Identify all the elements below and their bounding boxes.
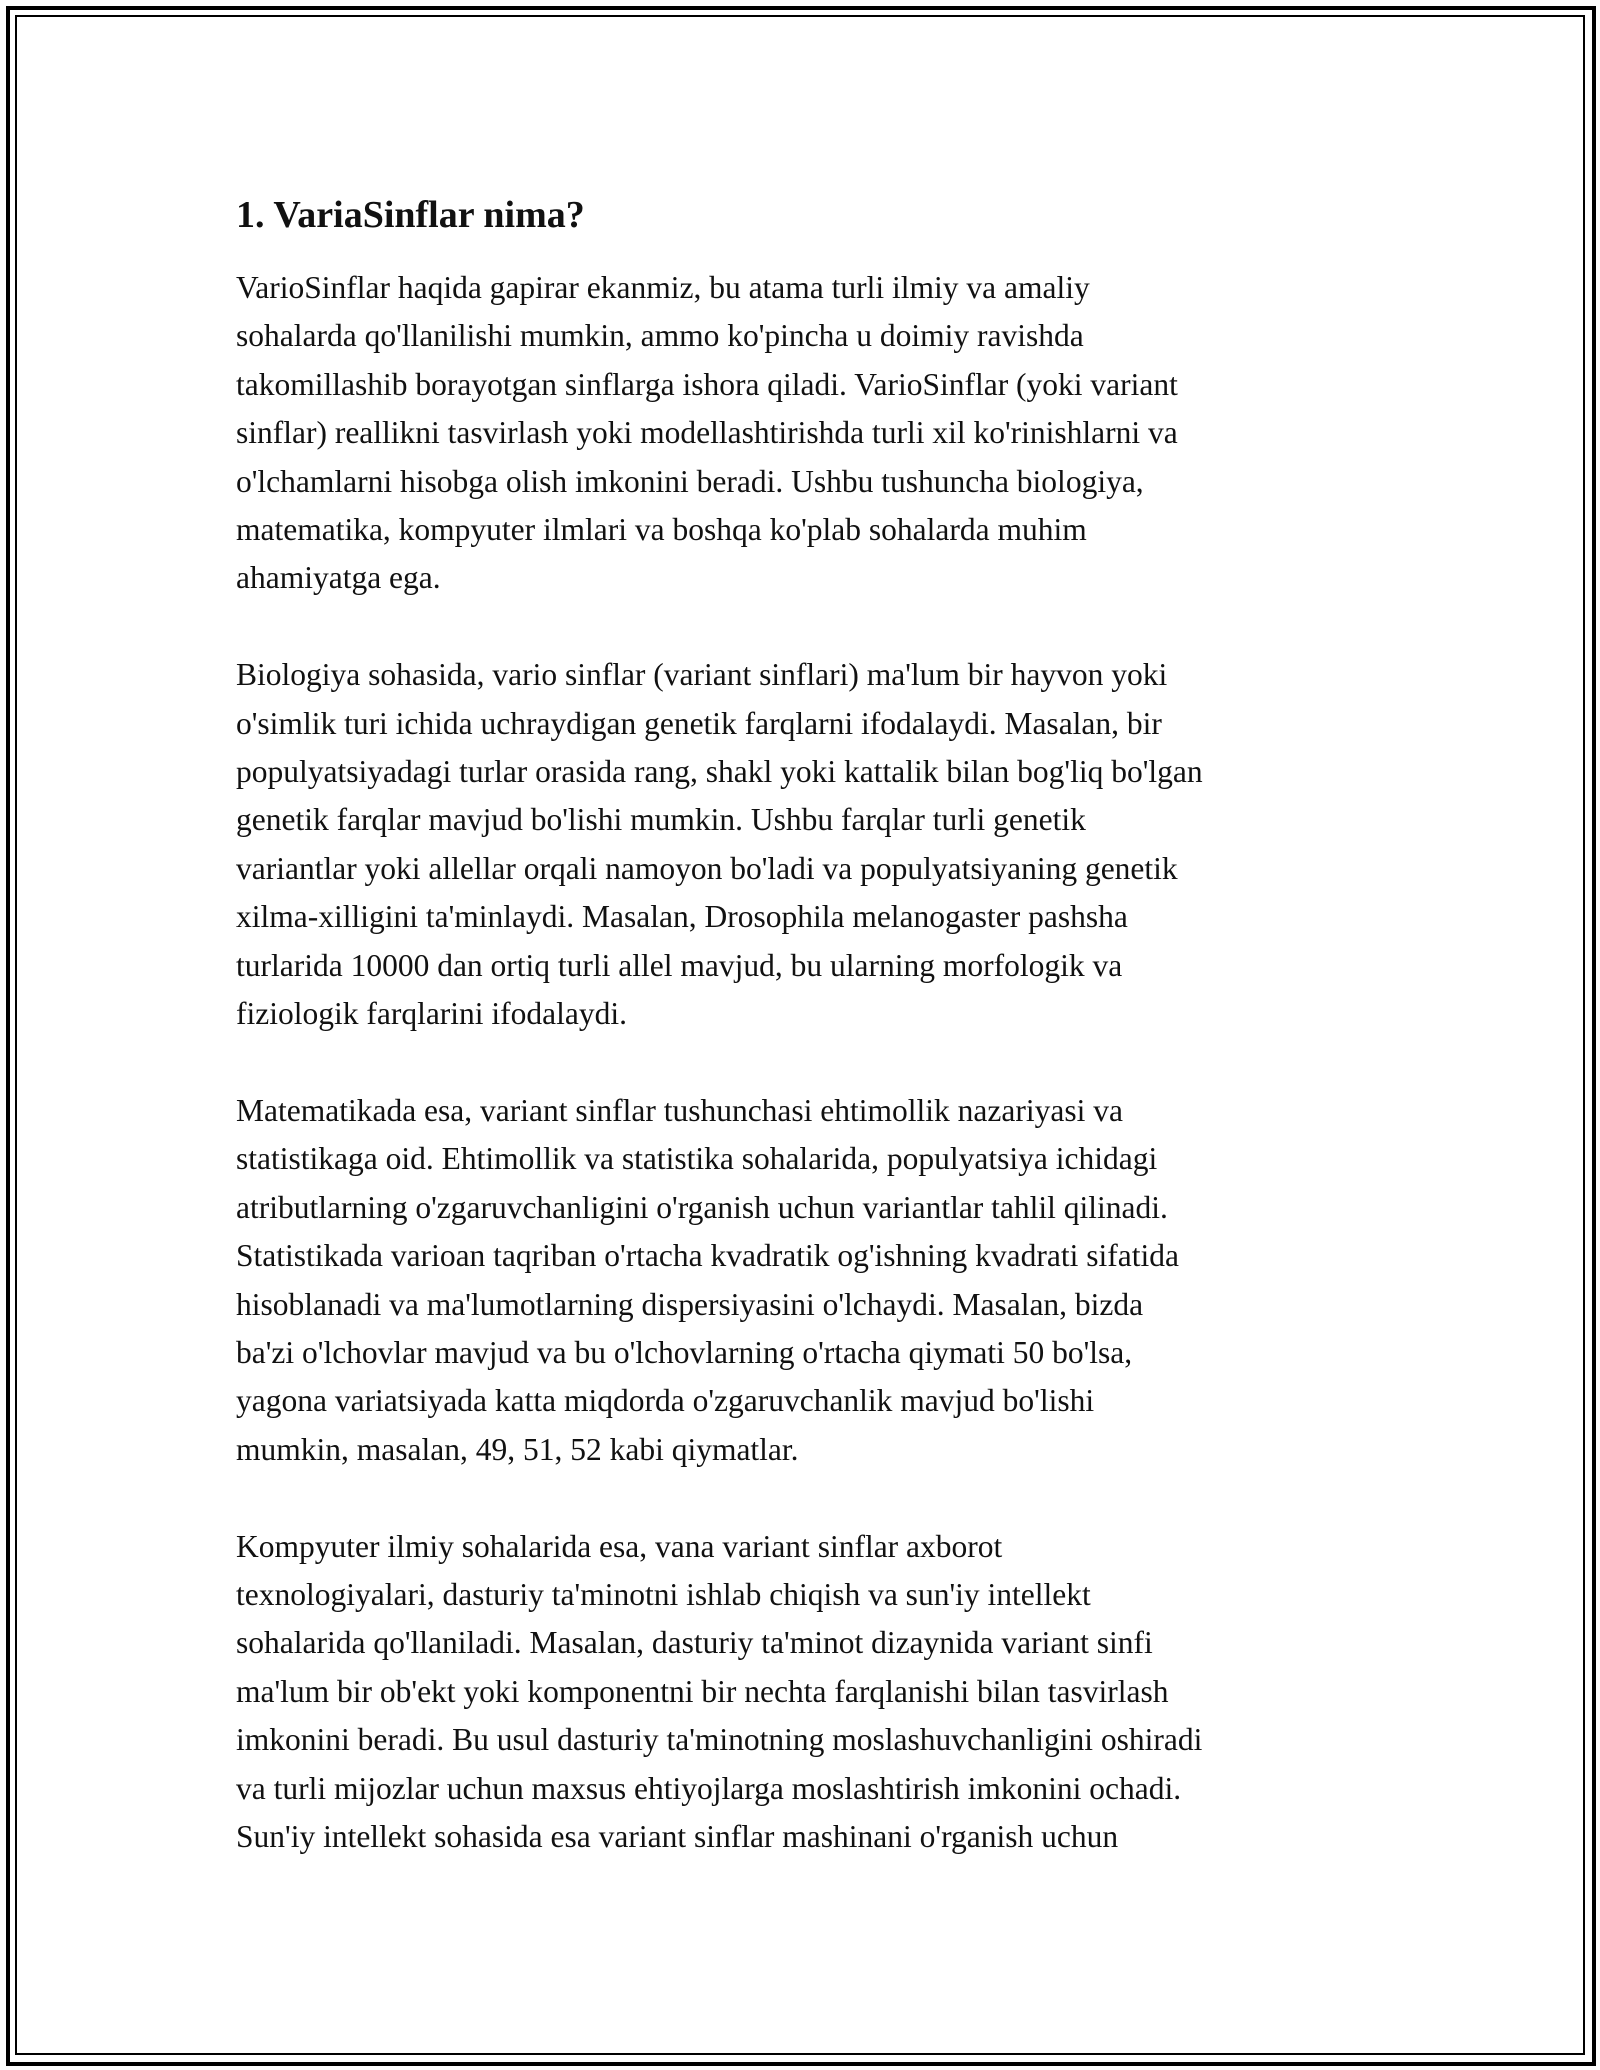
text-line: Statistikada varioan taqriban o'rtacha kvadratik og'ishning kvadrati sifatida <box>236 1238 1179 1274</box>
text-line: hisoblanadi va ma'lumotlarning dispersiyasini o'lchaydi. Masalan, bizda <box>236 1286 1144 1322</box>
text-line: sohalarda qo'llanilishi mumkin, ammo ko'pincha u doimiy ravishda <box>236 318 1084 354</box>
text-line: sinflar) reallikni tasvirlash yoki modellashtirishda turli xil ko'rinishlarni va <box>236 415 1178 451</box>
text-line: texnologiyalari, dasturiy ta'minotni ishlab chiqish va sun'iy intellekt <box>236 1576 1091 1612</box>
text-line: Biologiya sohasida, vario sinflar (variant sinflari) ma'lum bir hayvon yoki <box>236 657 1168 693</box>
text-line: variantlar yoki allellar orqali namoyon bo'ladi va populyatsiyaning genetik <box>236 850 1178 886</box>
paragraph-mathematics <box>236 1087 1376 1474</box>
text-line: yagona variatsiyada katta miqdorda o'zgaruvchanlik mavjud bo'lishi <box>236 1383 1095 1419</box>
text-line: ma'lum bir ob'ekt yoki komponentni bir nechta farqlanishi bilan tasvirlash <box>236 1673 1169 1709</box>
text-line: takomillashib borayotgan sinflarga ishora qiladi. VarioSinflar (yoki variant <box>236 366 1178 402</box>
text-line: turlarida 10000 dan ortiq turli allel mavjud, bu ularning morfologik va <box>236 947 1123 983</box>
text-line: statistikaga oid. Ehtimollik va statistika sohalarida, populyatsiya ichidagi <box>236 1141 1158 1177</box>
paragraph-biology <box>236 651 1376 1038</box>
text-line: ba'zi o'lchovlar mavjud va bu o'lchovlarning o'rtacha qiymati 50 bo'lsa, <box>236 1334 1133 1370</box>
text-line: populyatsiyadagi turlar orasida rang, shakl yoki kattalik bilan bog'liq bo'lgan <box>236 754 1203 790</box>
paragraph-computer-science <box>236 1523 1376 1862</box>
document-body <box>236 190 1376 1910</box>
text-line: Sun'iy intellekt sohasida esa variant sinflar mashinani o'rganish uchun <box>236 1818 1119 1854</box>
text-line: Kompyuter ilmiy sohalarida esa, vana variant sinflar axborot <box>236 1528 1003 1564</box>
text-line: genetik farqlar mavjud bo'lishi mumkin. Ushbu farqlar turli genetik <box>236 802 1086 838</box>
text-line: o'lchamlarni hisobga olish imkonini beradi. Ushbu tushuncha biologiya, <box>236 463 1144 499</box>
paragraph-intro <box>236 264 1376 603</box>
text-line: VarioSinflar haqida gapirar ekanmiz, bu atama turli ilmiy va amaliy <box>236 270 1090 305</box>
text-line: sohalarida qo'llaniladi. Masalan, dasturiy ta'minot dizaynida variant sinfi <box>236 1625 1153 1661</box>
text-line: xilma-xilligini ta'minlaydi. Masalan, Drosophila melanogaster pashsha <box>236 899 1128 935</box>
text-line: ahamiyatga ega. <box>236 560 441 596</box>
text-line: imkonini beradi. Bu usul dasturiy ta'minotning moslashuvchanligini oshiradi <box>236 1722 1203 1758</box>
text-line: o'simlik turi ichida uchraydigan genetik farqlarni ifodalaydi. Masalan, bir <box>236 705 1162 741</box>
text-line: va turli mijozlar uchun maxsus ehtiyojlarga moslashtirish imkonini ochadi. <box>236 1770 1182 1806</box>
text-line: fiziologik farqlarini ifodalaydi. <box>236 996 627 1032</box>
section-heading: 1. VariaSinflar nima? <box>236 194 585 236</box>
text-line: matematika, kompyuter ilmlari va boshqa ko'plab sohalarda muhim <box>236 512 1087 548</box>
text-line: atributlarning o'zgaruvchanligini o'rganish uchun variantlar tahlil qilinadi. <box>236 1189 1168 1225</box>
text-line: mumkin, masalan, 49, 51, 52 kabi qiymatlar. <box>236 1431 799 1467</box>
text-line: Matematikada esa, variant sinflar tushunchasi ehtimollik nazariyasi va <box>236 1092 1123 1128</box>
